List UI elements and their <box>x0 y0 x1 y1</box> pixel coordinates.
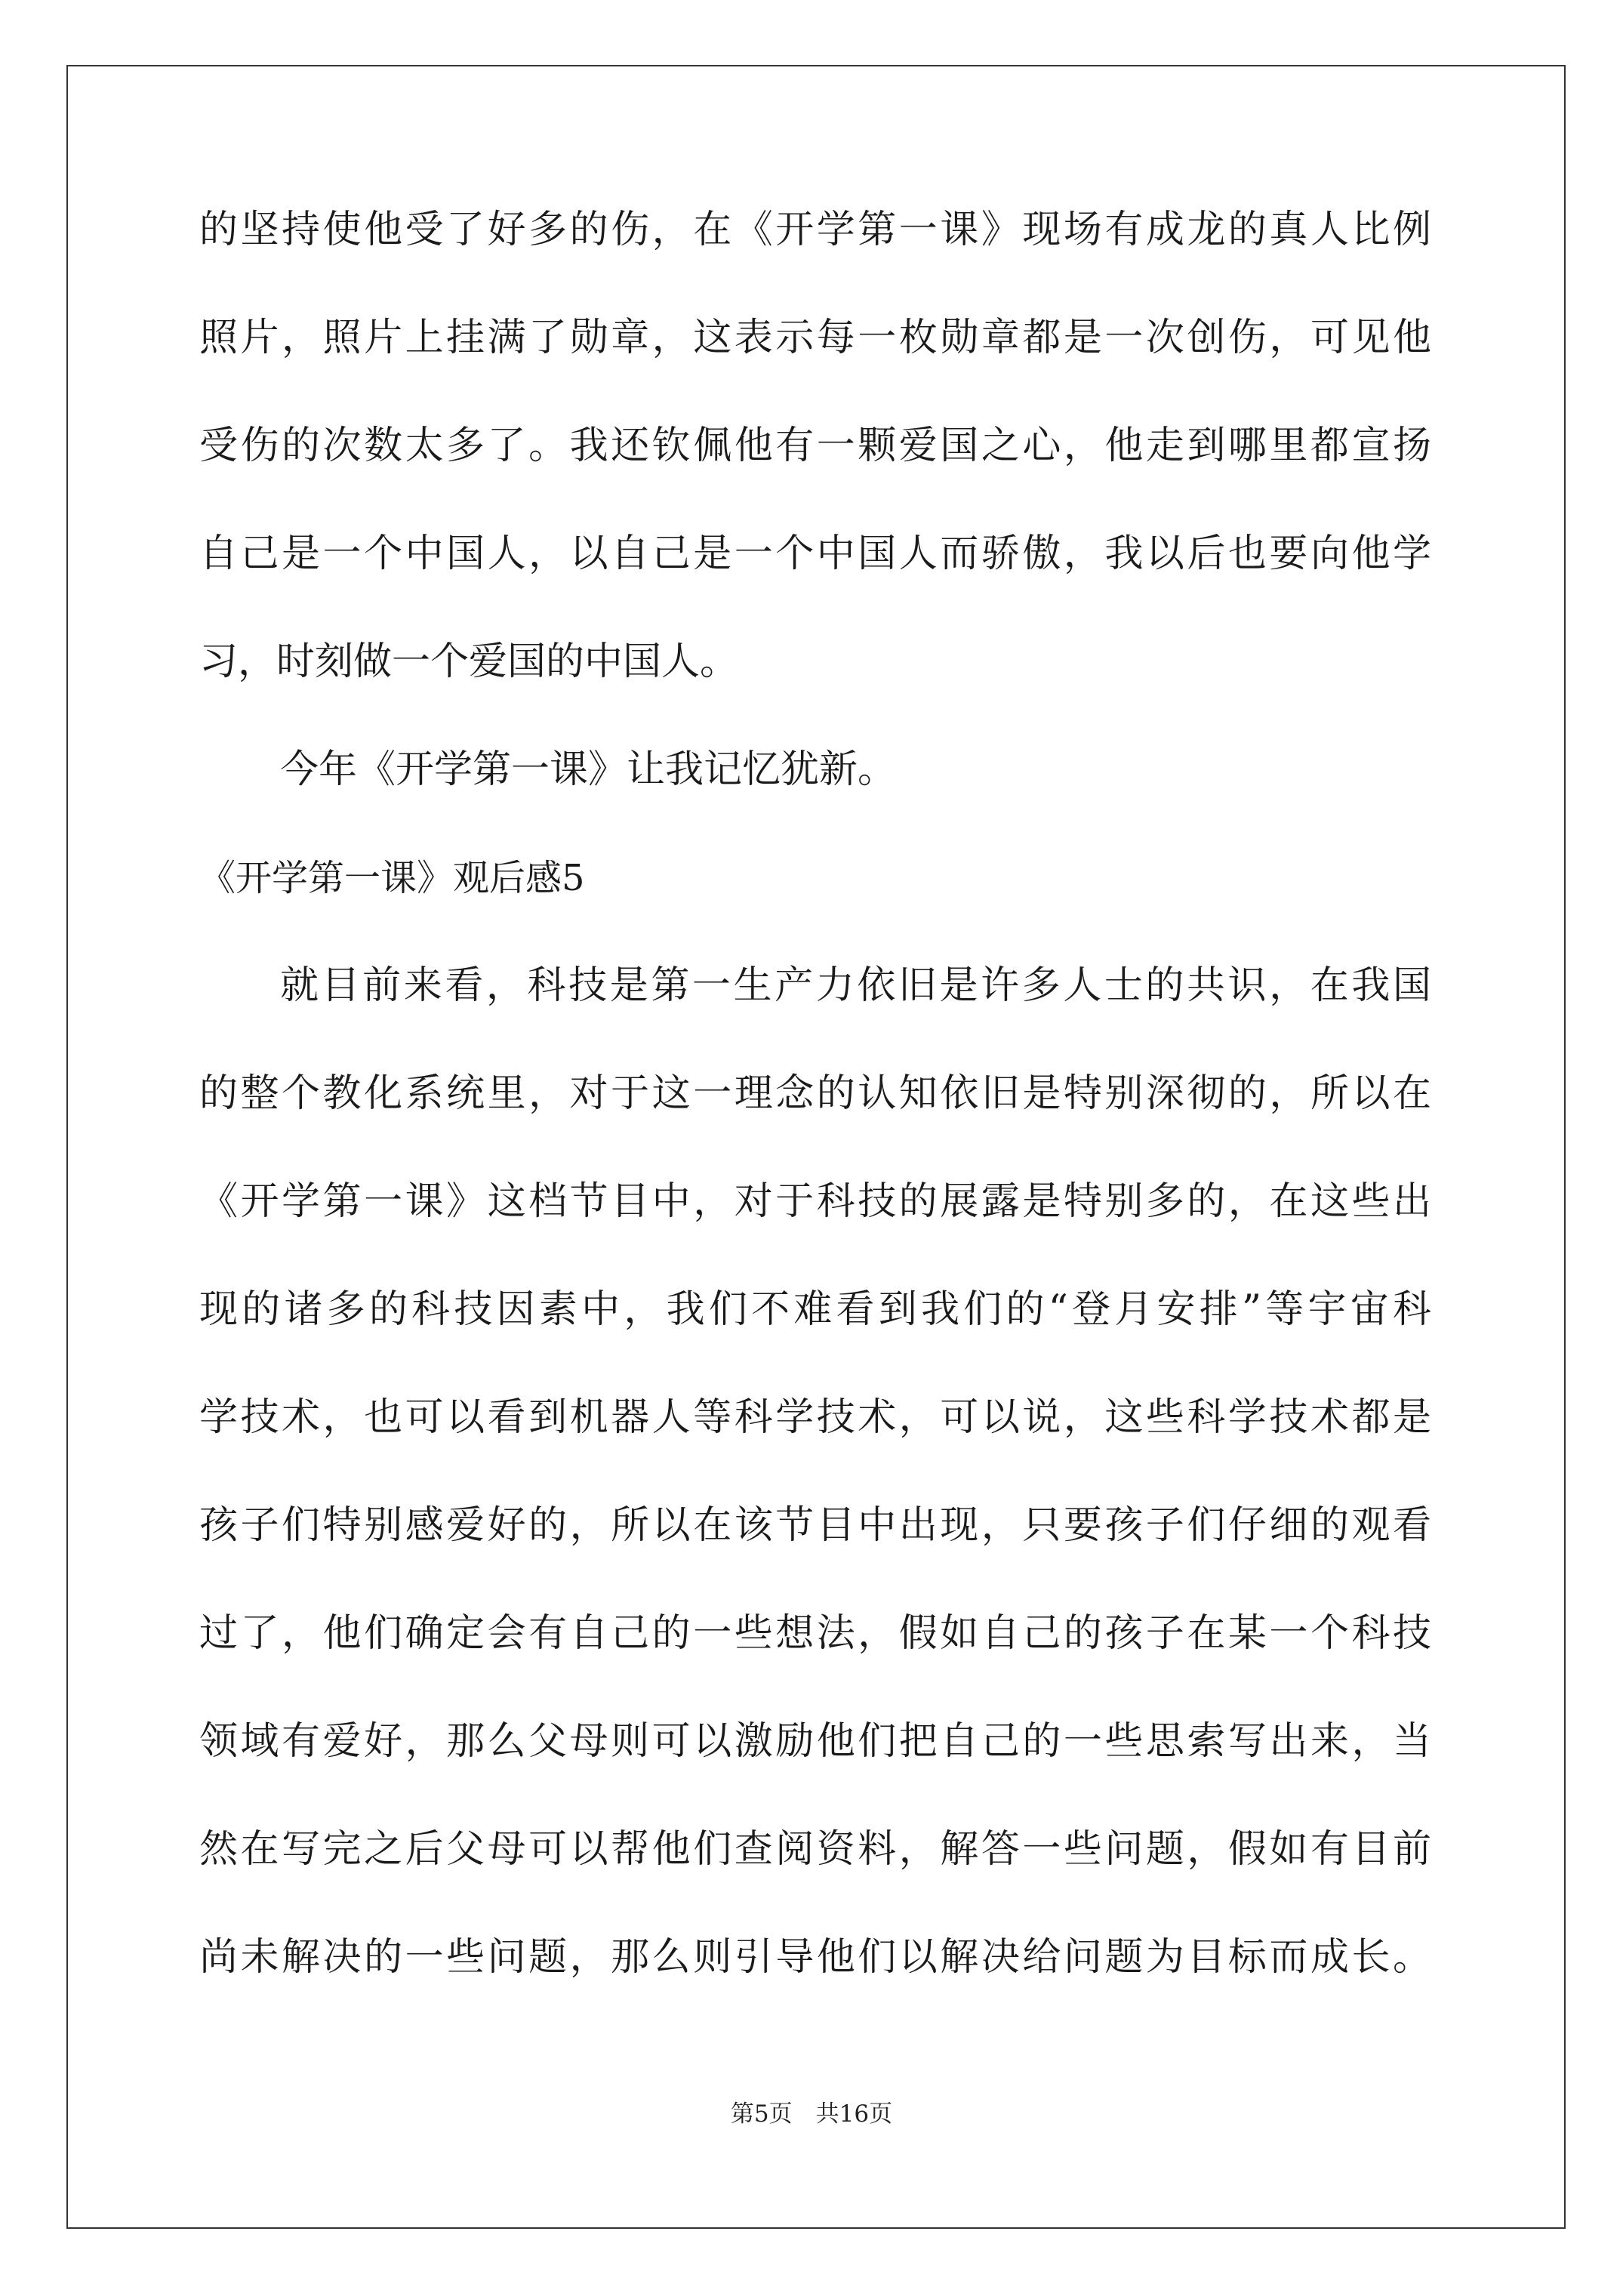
body-line: 照片，照片上挂满了勋章，这表示每一枚勋章都是一次创伤，可见他 <box>199 316 1431 360</box>
body-line: 现的诸多的科技因素中，我们不难看到我们的“登月安排”等宇宙科 <box>199 1287 1431 1332</box>
body-line: 的坚持使他受了好多的伤，在《开学第一课》现场有成龙的真人比例 <box>199 208 1431 252</box>
body-line: 孩子们特别感爱好的，所以在该节目中出现，只要孩子们仔细的观看 <box>199 1503 1431 1548</box>
body-line: 过了，他们确定会有自己的一些想法，假如自己的孩子在某一个科技 <box>199 1611 1431 1656</box>
section-heading: 《开学第一课》观后感5 <box>199 857 585 899</box>
body-line: 然在写完之后父母可以帮他们查阅资料，解答一些问题，假如有目前 <box>199 1827 1431 1872</box>
body-line: 尚未解决的一些问题，那么则引导他们以解决给问题为目标而成长。 <box>199 1935 1431 1980</box>
page-border <box>66 65 1566 2229</box>
body-line: 学技术，也可以看到机器人等科学技术，可以说，这些科学技术都是 <box>199 1395 1431 1440</box>
body-line: 就目前来看，科技是第一生产力依旧是许多人士的共识，在我国 <box>280 963 1431 1008</box>
page-number-footer: 第5页 共16页 <box>730 2100 893 2128</box>
body-line: 习，时刻做一个爱国的中国人。 <box>199 639 739 684</box>
body-line: 自己是一个中国人，以自己是一个中国人而骄傲，我以后也要向他学 <box>199 532 1431 576</box>
body-line: 今年《开学第一课》让我记忆犹新。 <box>280 747 897 792</box>
body-line: 的整个教化系统里，对于这一理念的认知依旧是特别深彻的，所以在 <box>199 1071 1431 1116</box>
body-line: 受伤的次数太多了。我还钦佩他有一颗爱国之心，他走到哪里都宣扬 <box>199 424 1431 468</box>
body-line: 领域有爱好，那么父母则可以激励他们把自己的一些思索写出来，当 <box>199 1719 1431 1764</box>
body-line: 《开学第一课》这档节目中，对于科技的展露是特别多的，在这些出 <box>199 1179 1431 1224</box>
